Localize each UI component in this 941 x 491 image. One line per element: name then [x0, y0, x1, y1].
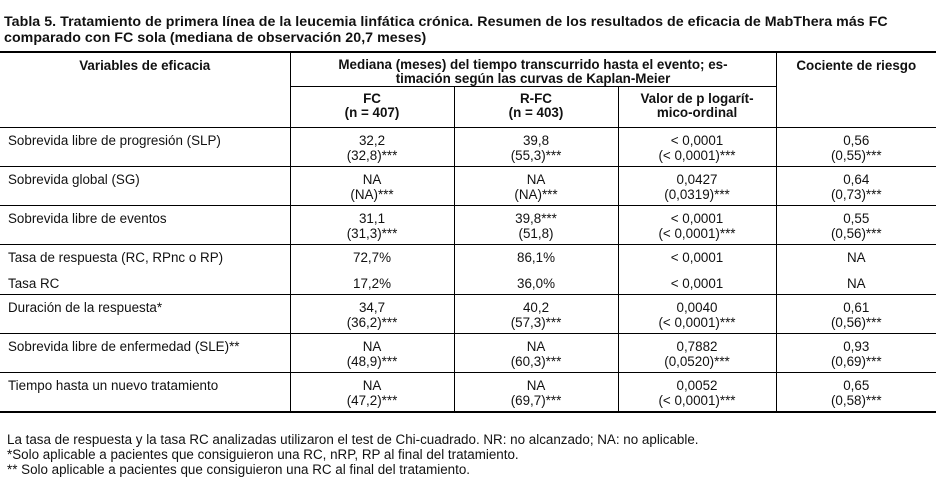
fc-cell: NA (47,2)***: [290, 373, 454, 413]
p-cell: 0,7882 (0,0520)***: [618, 334, 776, 373]
p-cell: 0,0427 (0,0319)***: [618, 167, 776, 206]
header-fc: FC (n = 407): [290, 87, 454, 128]
table-row: [0, 295, 936, 334]
rfc-cell: 39,8*** (51,8): [454, 206, 618, 245]
p-cell: < 0,0001: [618, 245, 776, 269]
row-label: Tasa de respuesta (RC, RPnc o RP): [0, 245, 290, 269]
footnote: *Solo aplicable a pacientes que consiguieron una RC, nRP, RP al final del tratamiento.: [7, 447, 519, 462]
rfc-cell: NA (69,7)***: [454, 373, 618, 413]
fc-cell: 31,1 (31,3)***: [290, 206, 454, 245]
rfc-cell: NA (NA)***: [454, 167, 618, 206]
table-row: [0, 167, 936, 206]
hr-cell: 0,61 (0,56)***: [776, 295, 936, 334]
hr-cell: 0,55 (0,56)***: [776, 206, 936, 245]
fc-cell: 32,2 (32,8)***: [290, 128, 454, 167]
header-rfc: R-FC (n = 403): [454, 87, 618, 128]
row-label: Sobrevida libre de eventos: [0, 206, 290, 245]
table-row: [0, 373, 936, 413]
rfc-cell: 86,1%: [454, 245, 618, 269]
table-row: [0, 245, 936, 269]
header-variables: Variables de eficacia: [0, 52, 290, 128]
hr-cell: NA: [776, 245, 936, 269]
footnotes: [7, 432, 937, 477]
hr-cell: 0,64 (0,73)***: [776, 167, 936, 206]
row-label: Tasa RC: [0, 268, 290, 295]
rfc-cell: NA (60,3)***: [454, 334, 618, 373]
table-title: Tabla 5. Tratamiento de primera línea de la leucemia linfática crónica. Resumen de los resultados de eficacia de MabThera más FC comparado con FC sola (mediana de observación 20,7 meses): [4, 14, 888, 46]
hr-cell: 0,65 (0,58)***: [776, 373, 936, 413]
footnote: La tasa de respuesta y la tasa RC analizadas utilizaron el test de Chi-cuadrado. NR: no alcanzado; NA: no aplicable.: [7, 432, 699, 447]
row-label: Sobrevida global (SG): [0, 167, 290, 206]
hr-cell: NA: [846, 276, 866, 291]
footnote: ** Solo aplicable a pacientes que consiguieron una RC al final del tratamiento.: [7, 462, 471, 477]
row-label: Duración de la respuesta*: [0, 295, 290, 334]
p-cell: 0,0052 (< 0,0001)***: [618, 373, 776, 413]
table-row: [0, 206, 936, 245]
p-cell: < 0,0001 (< 0,0001)***: [618, 128, 776, 167]
row-label: Sobrevida libre de enfermedad (SLE)**: [0, 334, 290, 373]
fc-cell: NA (48,9)***: [290, 334, 454, 373]
table-row: [0, 334, 936, 373]
header-median: Mediana (meses) del tiempo transcurrido hasta el evento; es- timación según las curvas de Kaplan-Meier: [290, 52, 776, 87]
fc-cell: 17,2%: [290, 268, 454, 295]
rfc-cell: 40,2 (57,3)***: [454, 295, 618, 334]
efficacy-table: [0, 51, 936, 413]
p-cell: < 0,0001 (< 0,0001)***: [618, 206, 776, 245]
rfc-cell: 39,8 (55,3)***: [454, 128, 618, 167]
fc-cell: 34,7 (36,2)***: [290, 295, 454, 334]
header-p-value: Valor de p logarít- mico-ordinal: [618, 87, 776, 128]
row-label: Tiempo hasta un nuevo tratamiento: [0, 373, 290, 413]
fc-cell: NA (NA)***: [290, 167, 454, 206]
table-row: [0, 128, 936, 167]
hr-cell: 0,56 (0,55)***: [776, 128, 936, 167]
header-hazard-ratio: Cociente de riesgo: [776, 52, 936, 128]
row-label: Sobrevida libre de progresión (SLP): [0, 128, 290, 167]
p-cell: 0,0040 (< 0,0001)***: [618, 295, 776, 334]
rfc-cell: 36,0%: [454, 268, 618, 295]
p-cell: < 0,0001: [618, 268, 776, 295]
table-row: [0, 268, 936, 295]
hr-cell: 0,93 (0,69)***: [776, 334, 936, 373]
fc-cell: 72,7%: [290, 245, 454, 269]
